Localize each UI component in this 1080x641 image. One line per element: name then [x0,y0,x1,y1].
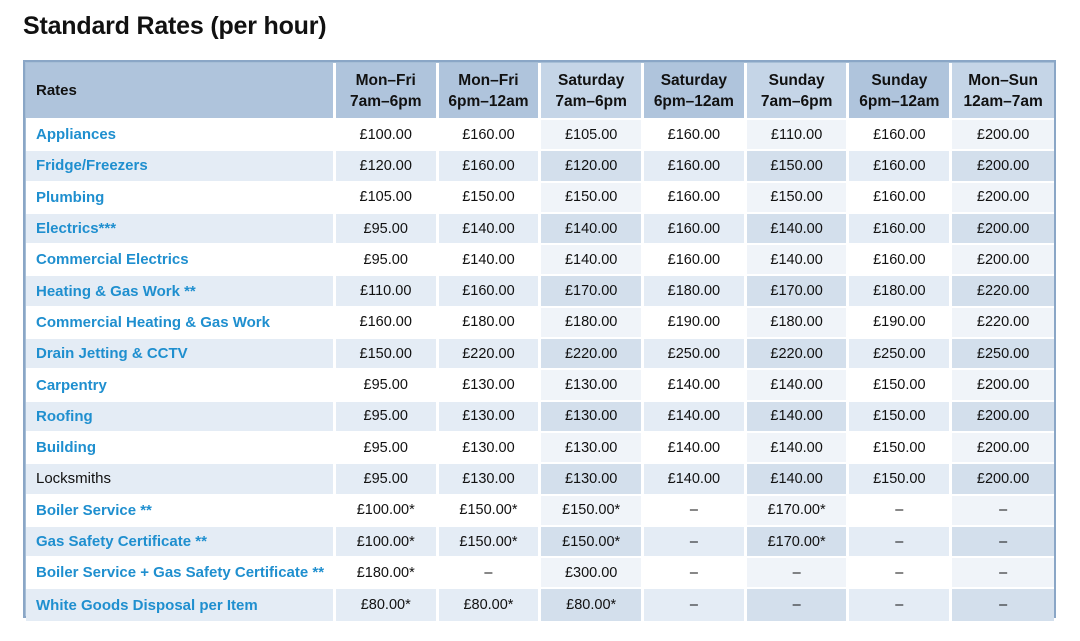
rate-cell: – [644,558,747,589]
rate-cell: £150.00 [541,183,644,214]
rate-service-label[interactable]: Carpentry [26,370,336,401]
rate-cell: £200.00 [952,214,1054,245]
rate-cell: £150.00 [849,370,952,401]
table-row-roofing [26,402,1054,433]
column-header-rates: Rates [26,63,336,120]
table-row-carpentry [26,370,1054,401]
table-row-white-goods-disposal-per-item [26,589,1054,620]
rate-cell: £160.00 [439,151,542,182]
rate-cell: £180.00 [747,308,850,339]
table-row-commercial-electrics [26,245,1054,276]
rate-cell: £140.00 [644,370,747,401]
rate-cell: £140.00 [747,464,850,495]
rate-cell: £150.00* [541,496,644,527]
rate-cell: £220.00 [952,276,1054,307]
rate-cell: – [849,527,952,558]
table-row-gas-safety-certificate [26,527,1054,558]
rate-cell: £150.00 [747,151,850,182]
rate-cell: £200.00 [952,245,1054,276]
table-row-fridge-freezers [26,151,1054,182]
rate-cell: £105.00 [336,183,439,214]
rate-cell: £220.00 [747,339,850,370]
rate-cell: £130.00 [439,370,542,401]
rate-cell: £160.00 [849,245,952,276]
rate-cell: £150.00* [541,527,644,558]
rate-cell: £150.00 [849,402,952,433]
rates-table-frame [23,60,1056,618]
rate-service-label[interactable]: Gas Safety Certificate ** [26,527,336,558]
rate-cell: £140.00 [644,402,747,433]
rate-service-label[interactable]: Appliances [26,120,336,151]
rate-cell: £150.00* [439,496,542,527]
table-row-electrics [26,214,1054,245]
rate-cell: £250.00 [952,339,1054,370]
rate-cell: £140.00 [439,245,542,276]
rate-cell: £160.00 [849,183,952,214]
rate-cell: £180.00 [541,308,644,339]
rate-cell: £150.00* [439,527,542,558]
rate-cell: £95.00 [336,464,439,495]
rate-cell: £130.00 [439,402,542,433]
rate-service-label[interactable]: Plumbing [26,183,336,214]
column-header-saturday-day [541,63,644,120]
rate-cell: £140.00 [644,464,747,495]
rate-cell: £200.00 [952,433,1054,464]
rate-service-label[interactable]: White Goods Disposal per Item [26,589,336,620]
column-header-line2: 7am–6pm [760,92,833,110]
rate-service-label[interactable]: Roofing [26,402,336,433]
rate-cell: – [952,527,1054,558]
header-row [26,63,1054,120]
rate-cell: £220.00 [952,308,1054,339]
rate-cell: £160.00 [849,120,952,151]
rate-cell: £130.00 [541,402,644,433]
rate-cell: £190.00 [644,308,747,339]
rate-cell: £250.00 [644,339,747,370]
rate-cell: – [849,589,952,620]
rate-cell: £80.00* [439,589,542,620]
page-title: Standard Rates (per hour) [23,12,327,40]
column-header-line1: Mon–Fri [355,71,416,89]
rate-cell: – [644,496,747,527]
column-header-line1: Mon–Fri [458,71,519,89]
rate-cell: £160.00 [336,308,439,339]
column-header-line2: 6pm–12am [448,92,529,110]
rate-cell: £95.00 [336,433,439,464]
rate-cell: £140.00 [747,433,850,464]
rate-cell: £180.00 [849,276,952,307]
rate-service-label[interactable]: Commercial Heating & Gas Work [26,308,336,339]
rate-service-label[interactable]: Fridge/Freezers [26,151,336,182]
rate-cell: £105.00 [541,120,644,151]
rate-cell: – [439,558,542,589]
rate-service-label[interactable]: Boiler Service + Gas Safety Certificate ** [26,558,336,589]
table-row-drain-jetting-cctv [26,339,1054,370]
column-header-line1: Saturday [557,71,625,89]
rate-cell: £150.00 [439,183,542,214]
table-row-plumbing [26,183,1054,214]
rate-cell: £220.00 [541,339,644,370]
rate-cell: £160.00 [644,183,747,214]
table-row-boiler-service [26,496,1054,527]
rate-cell: £140.00 [747,245,850,276]
rates-table-body [26,120,1054,621]
column-header-saturday-evening [644,63,747,120]
column-header-line2: 12am–7am [963,92,1043,110]
column-header-weekday-evening [439,63,542,120]
rate-cell: £180.00* [336,558,439,589]
rate-service-label[interactable]: Heating & Gas Work ** [26,276,336,307]
column-header-line2: 6pm–12am [653,92,734,110]
rate-cell: £150.00 [747,183,850,214]
rate-cell: £140.00 [541,245,644,276]
rate-cell: £170.00 [747,276,850,307]
rate-cell: £190.00 [849,308,952,339]
rate-cell: £200.00 [952,402,1054,433]
table-row-building [26,433,1054,464]
column-header-sunday-evening [849,63,952,120]
rate-cell: – [747,589,850,620]
rate-cell: £95.00 [336,370,439,401]
rate-cell: £170.00 [541,276,644,307]
rate-cell: £200.00 [952,120,1054,151]
rate-cell: £95.00 [336,245,439,276]
table-row-heating-gas-work [26,276,1054,307]
table-row-boiler-service-gas-safety-certificate [26,558,1054,589]
rate-cell: £160.00 [849,151,952,182]
rate-cell: £130.00 [439,433,542,464]
rates-table [26,63,1054,621]
rate-cell: £160.00 [644,214,747,245]
rate-cell: £160.00 [849,214,952,245]
rate-cell: £180.00 [644,276,747,307]
rate-cell: £100.00* [336,496,439,527]
rate-cell: £80.00* [336,589,439,620]
rate-cell: £170.00* [747,527,850,558]
rate-service-label: Locksmiths [26,464,336,495]
rate-cell: £170.00* [747,496,850,527]
rate-cell: £130.00 [541,370,644,401]
column-header-line1: Saturday [660,71,728,89]
rate-cell: £150.00 [849,433,952,464]
rate-cell: – [952,558,1054,589]
column-header-line1: Mon–Sun [968,71,1038,89]
rate-cell: £200.00 [952,464,1054,495]
rate-cell: £160.00 [439,276,542,307]
rate-cell: £100.00* [336,527,439,558]
rate-cell: £160.00 [644,245,747,276]
column-header-weekday-day [336,63,439,120]
rate-cell: £160.00 [439,120,542,151]
table-row-locksmiths [26,464,1054,495]
column-header-line2: 7am–6pm [349,92,422,110]
rate-cell: £250.00 [849,339,952,370]
rate-cell: £140.00 [644,433,747,464]
rate-cell: £150.00 [336,339,439,370]
rate-cell: £130.00 [541,464,644,495]
rate-cell: £140.00 [747,402,850,433]
rate-cell: £160.00 [644,120,747,151]
rate-cell: £120.00 [541,151,644,182]
rate-service-label[interactable]: Building [26,433,336,464]
rate-cell: £200.00 [952,370,1054,401]
rate-cell: – [849,496,952,527]
rate-cell: £200.00 [952,183,1054,214]
rate-cell: £130.00 [541,433,644,464]
rate-cell: £100.00 [336,120,439,151]
rate-cell: £110.00 [747,120,850,151]
column-header-line2: 7am–6pm [555,92,627,110]
rate-cell: – [644,589,747,620]
rate-cell: £220.00 [439,339,542,370]
rate-cell: £140.00 [439,214,542,245]
rate-cell: £140.00 [747,370,850,401]
rate-service-label[interactable]: Electrics*** [26,214,336,245]
table-row-appliances [26,120,1054,151]
rate-cell: £95.00 [336,214,439,245]
rate-cell: – [952,496,1054,527]
rate-cell: £300.00 [541,558,644,589]
rate-service-label[interactable]: Drain Jetting & CCTV [26,339,336,370]
column-header-line2: 6pm–12am [859,92,940,110]
rate-cell: – [747,558,850,589]
rate-cell: £130.00 [439,464,542,495]
rate-cell: £140.00 [747,214,850,245]
rate-cell: – [644,527,747,558]
rate-cell: £80.00* [541,589,644,620]
rate-cell: £110.00 [336,276,439,307]
rate-cell: £160.00 [644,151,747,182]
rate-cell: – [952,589,1054,620]
rate-service-label[interactable]: Boiler Service ** [26,496,336,527]
column-header-overnight [952,63,1054,120]
rate-cell: £95.00 [336,402,439,433]
rate-cell: £150.00 [849,464,952,495]
rate-service-label[interactable]: Commercial Electrics [26,245,336,276]
column-header-sunday-day [747,63,850,120]
table-row-commercial-heating-gas-work [26,308,1054,339]
rate-cell: £140.00 [541,214,644,245]
column-header-line1: Sunday [871,71,928,89]
rate-cell: – [849,558,952,589]
rate-cell: £200.00 [952,151,1054,182]
rate-cell: £120.00 [336,151,439,182]
rate-cell: £180.00 [439,308,542,339]
column-header-line1: Sunday [768,71,825,89]
